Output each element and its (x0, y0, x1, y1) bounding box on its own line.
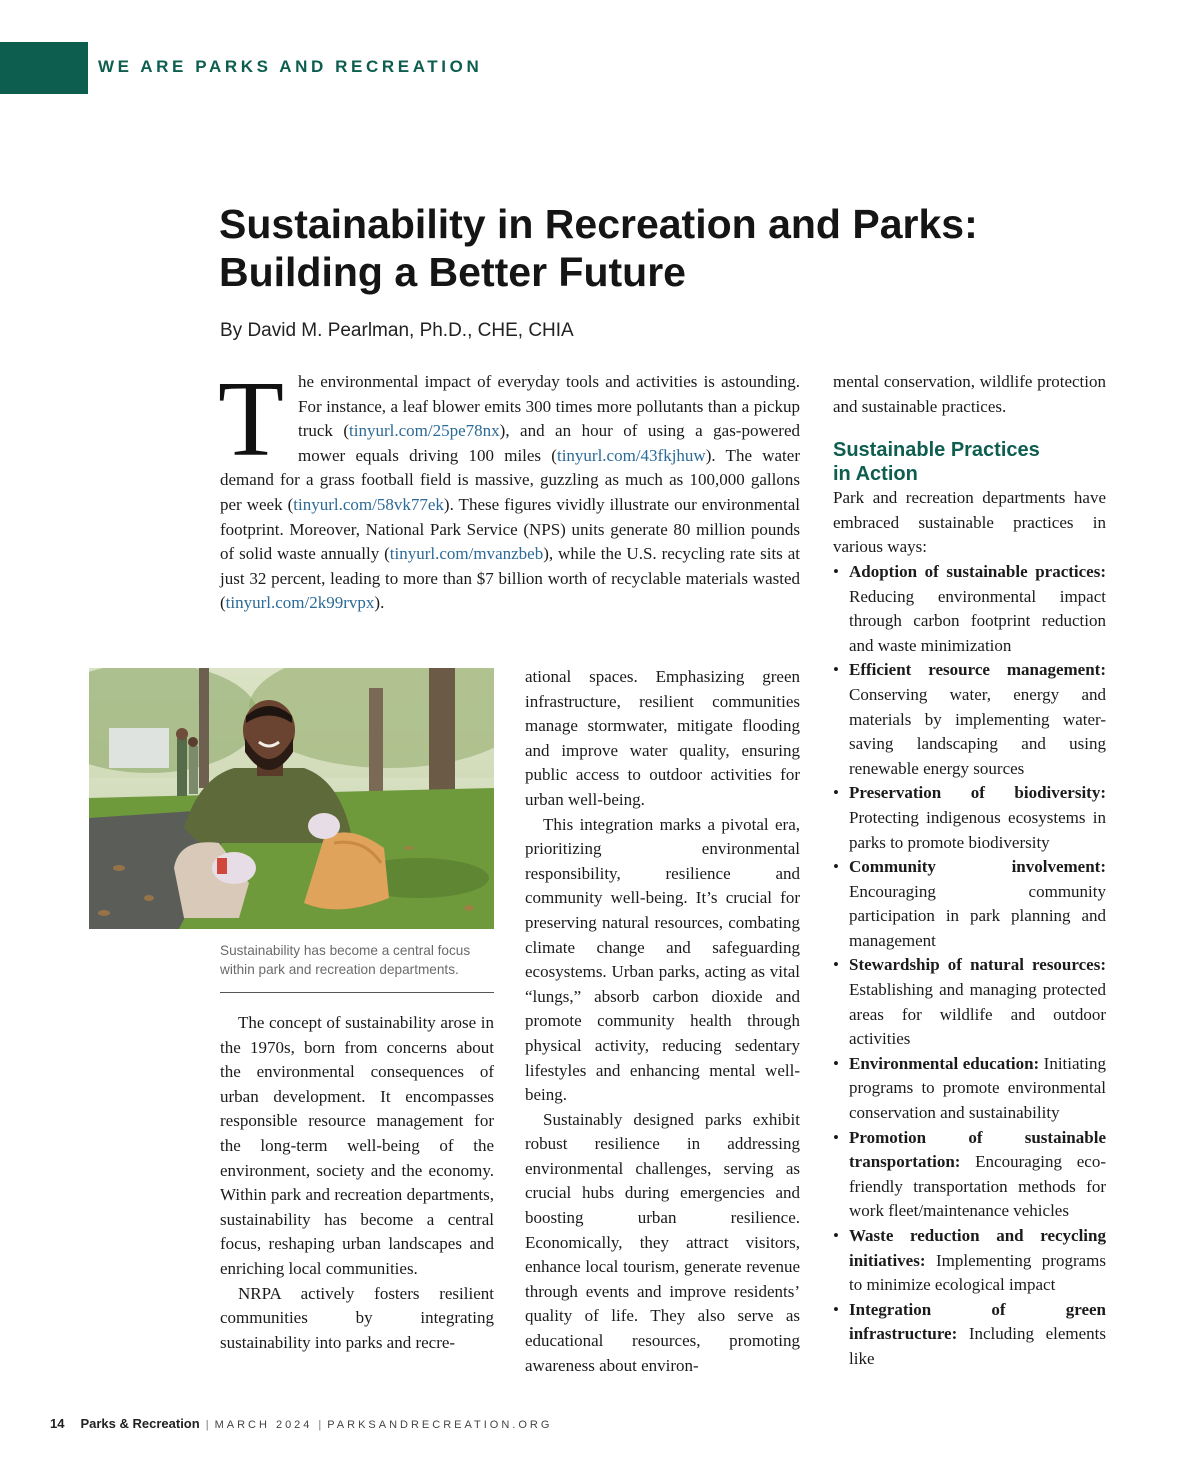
body-paragraph: ational spaces. Emphasizing green infrastructure, resilient communities manage stormwater, mitigate flooding and improve water quality, ensuring public access to outdoor activities for urban well-being. (525, 667, 800, 809)
source-link[interactable]: tinyurl.com/25pe78nx (349, 421, 500, 441)
intro-paragraph (218, 360, 800, 616)
article-photo (89, 668, 494, 929)
list-item (833, 1126, 1106, 1224)
list-item (833, 1224, 1106, 1298)
title-line-2: Building a Better Future (219, 249, 686, 295)
title-line-1: Sustainability in Recreation and Parks: (219, 201, 978, 247)
source-link[interactable]: tinyurl.com/43fkjhuw (556, 445, 706, 465)
subhead-line-1: Sustainable Practices (833, 439, 1040, 462)
list-item-term: Community involvement: (849, 857, 1106, 877)
list-item-term: Stewardship of natural resources: (849, 955, 1106, 975)
column-middle (525, 665, 800, 1378)
list-item (833, 1298, 1106, 1372)
section-subhead (833, 438, 1106, 486)
list-item (833, 855, 1106, 953)
list-item-term: Adoption of sustainable practices: (849, 561, 1106, 581)
intro-text: ). The water demand for a grass football field is massive, guzzling as much as 100,000 gallons per week ( (220, 445, 800, 514)
body-paragraph: mental conservation, wildlife protection and sustainable practices. (833, 372, 1106, 416)
section-color-bar (0, 42, 88, 94)
drop-cap: T (218, 360, 284, 479)
column-right (833, 370, 1106, 1372)
section-label: WE ARE PARKS AND RECREATION (98, 57, 483, 76)
column-left (220, 1011, 494, 1355)
list-item-text: Including elements like (849, 1324, 1106, 1368)
list-item-term: Integration of green infrastructure: (849, 1299, 1106, 1344)
list-item-text: Reducing environmental impact through carbon footprint reduction and waste minimization (849, 586, 1106, 655)
list-item (833, 781, 1106, 855)
source-link[interactable]: tinyurl.com/mvanzbeb (389, 544, 544, 564)
issue-date: MARCH 2024 (214, 1419, 313, 1431)
list-item-term: Efficient resource management: (849, 660, 1106, 680)
list-item-text: Implementing programs to minimize ecological impact (849, 1250, 1106, 1295)
list-item-text: Encouraging community participation in park planning and management (849, 881, 1106, 950)
intro-text: ), and an hour of using a gas-powered mower equals driving 100 miles ( (297, 421, 800, 465)
list-item-term: Preservation of biodiversity: (849, 783, 1106, 803)
source-link[interactable]: tinyurl.com/2k99rvpx (225, 593, 375, 613)
list-item-term: Environmental education: (849, 1053, 1040, 1073)
photo-caption: Sustainability has become a central focus within park and recreation departments. (220, 943, 471, 977)
practices-list (833, 560, 1106, 1372)
intro-text: ). These figures vividly illustrate our environmental footprint. Moreover, National Park Service (NPS) units generate 80 million pounds of solid waste annually ( (220, 494, 800, 564)
list-item-text: Encouraging eco-friendly transportation methods for work fleet/maintenance vehicles (849, 1152, 1106, 1221)
subhead-line-2: in Action (833, 463, 918, 486)
list-item-text: Protecting indigenous ecosystems in parks to promote biodiversity (849, 807, 1106, 852)
list-item (833, 1052, 1106, 1126)
intro-text: ). (374, 593, 385, 613)
body-paragraph: The concept of sustainability arose in the 1970s, born from concerns about the environmental consequences of urban development. It encompasses responsible resource management for the long-term well-being of the environment, society and the economy. Within park and recreation departments, sustainability has become a central focus, reshaping urban landscapes and enriching local communities. (220, 1013, 494, 1278)
caption-divider (220, 992, 494, 993)
list-item (833, 953, 1106, 1051)
list-item-text: Initiating programs to promote environmental conservation and sustainability (849, 1053, 1106, 1123)
list-item-text: Establishing and managing protected areas for wildlife and outdoor activities (849, 980, 1106, 1049)
body-paragraph: NRPA actively fosters resilient communities by integrating sustainability into parks and recre- (220, 1283, 494, 1352)
list-item-term: Waste reduction and recycling initiatives: (849, 1226, 1106, 1270)
page-number: 14 (50, 1416, 65, 1431)
page-footer (50, 1416, 552, 1431)
volunteer-photo-illustration (89, 668, 494, 929)
footer-separator: | (205, 1419, 209, 1431)
body-paragraph: This integration marks a pivotal era, prioritizing environmental responsibility, resilience and community well-being. It’s crucial for preserving natural resources, combating climate change and safeguarding ecosystems. Urban parks, acting as vital “lungs,” absorb carbon dioxide and promote community health through physical activity, reducing sedentary lifestyles and enhancing mental well-being. (525, 814, 800, 1105)
article-title (219, 200, 1119, 296)
body-paragraph: Sustainably designed parks exhibit robust resilience in addressing environmental challenges, serving as crucial hubs during emergencies and boosting urban resilience. Economically, they attract visitors, enhance local tourism, generate revenue through events and improve residents’ quality of life. They also serve as educational resources, promoting awareness about environ- (525, 1109, 800, 1375)
source-link[interactable]: tinyurl.com/58vk77ek (293, 494, 444, 514)
list-item-term: Promotion of sustainable transportation: (849, 1127, 1106, 1172)
website-url[interactable]: PARKSANDRECREATION.ORG (327, 1419, 553, 1431)
byline: By David M. Pearlman, Ph.D., CHE, CHIA (220, 320, 574, 341)
section-lead: Park and recreation departments have embraced sustainable practices in various ways: (833, 488, 1106, 557)
intro-text: ), while the U.S. recycling rate sits at just 32 percent, leading to more than $7 billion worth of recyclable materials wasted ( (220, 544, 800, 613)
list-item-text: Conserving water, energy and materials by implementing water-saving landscaping and using renewable energy sources (849, 684, 1106, 778)
intro-text: he environmental impact of everyday tools and activities is astounding. For instance, a leaf blower emits 300 times more pollutants than a pickup truck ( (297, 372, 800, 441)
list-item (833, 560, 1106, 658)
footer-separator: | (318, 1419, 322, 1431)
magazine-name: Parks & Recreation (80, 1416, 200, 1431)
list-item (833, 658, 1106, 781)
